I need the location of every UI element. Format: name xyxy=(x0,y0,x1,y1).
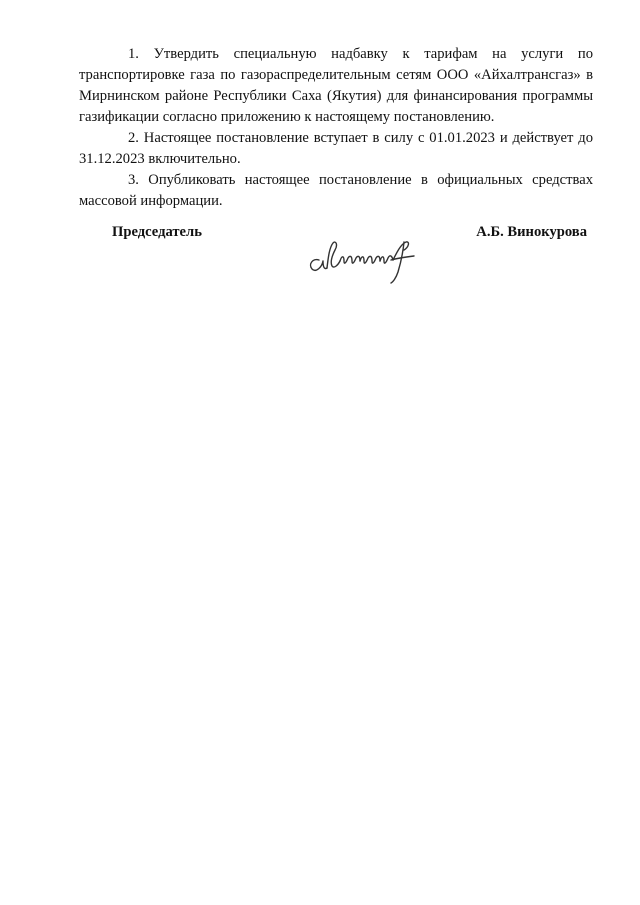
handwritten-signature-icon xyxy=(305,230,420,285)
signature-block xyxy=(0,222,640,282)
resolution-body xyxy=(79,44,593,212)
paragraph-approve-surcharge: 1. Утвердить специальную надбавку к тарифам на услуги по транспортировке газа по газораспределительным сетям ООО «Айхалтрансгаз» в Мирнинском районе Республики Саха (Якутия) для финансирования программы газификации согласно приложению к настоящему постановлению. xyxy=(79,46,593,125)
signatory-name: А.Б. Винокурова xyxy=(476,224,587,240)
paragraph-effective-dates: 2. Настоящее постановление вступает в силу с 01.01.2023 и действует до 31.12.2023 включительно. xyxy=(79,130,593,167)
paragraph-publish: 3. Опубликовать настоящее постановление в официальных средствах массовой информации. xyxy=(79,172,593,209)
signatory-title: Председатель xyxy=(112,224,202,240)
